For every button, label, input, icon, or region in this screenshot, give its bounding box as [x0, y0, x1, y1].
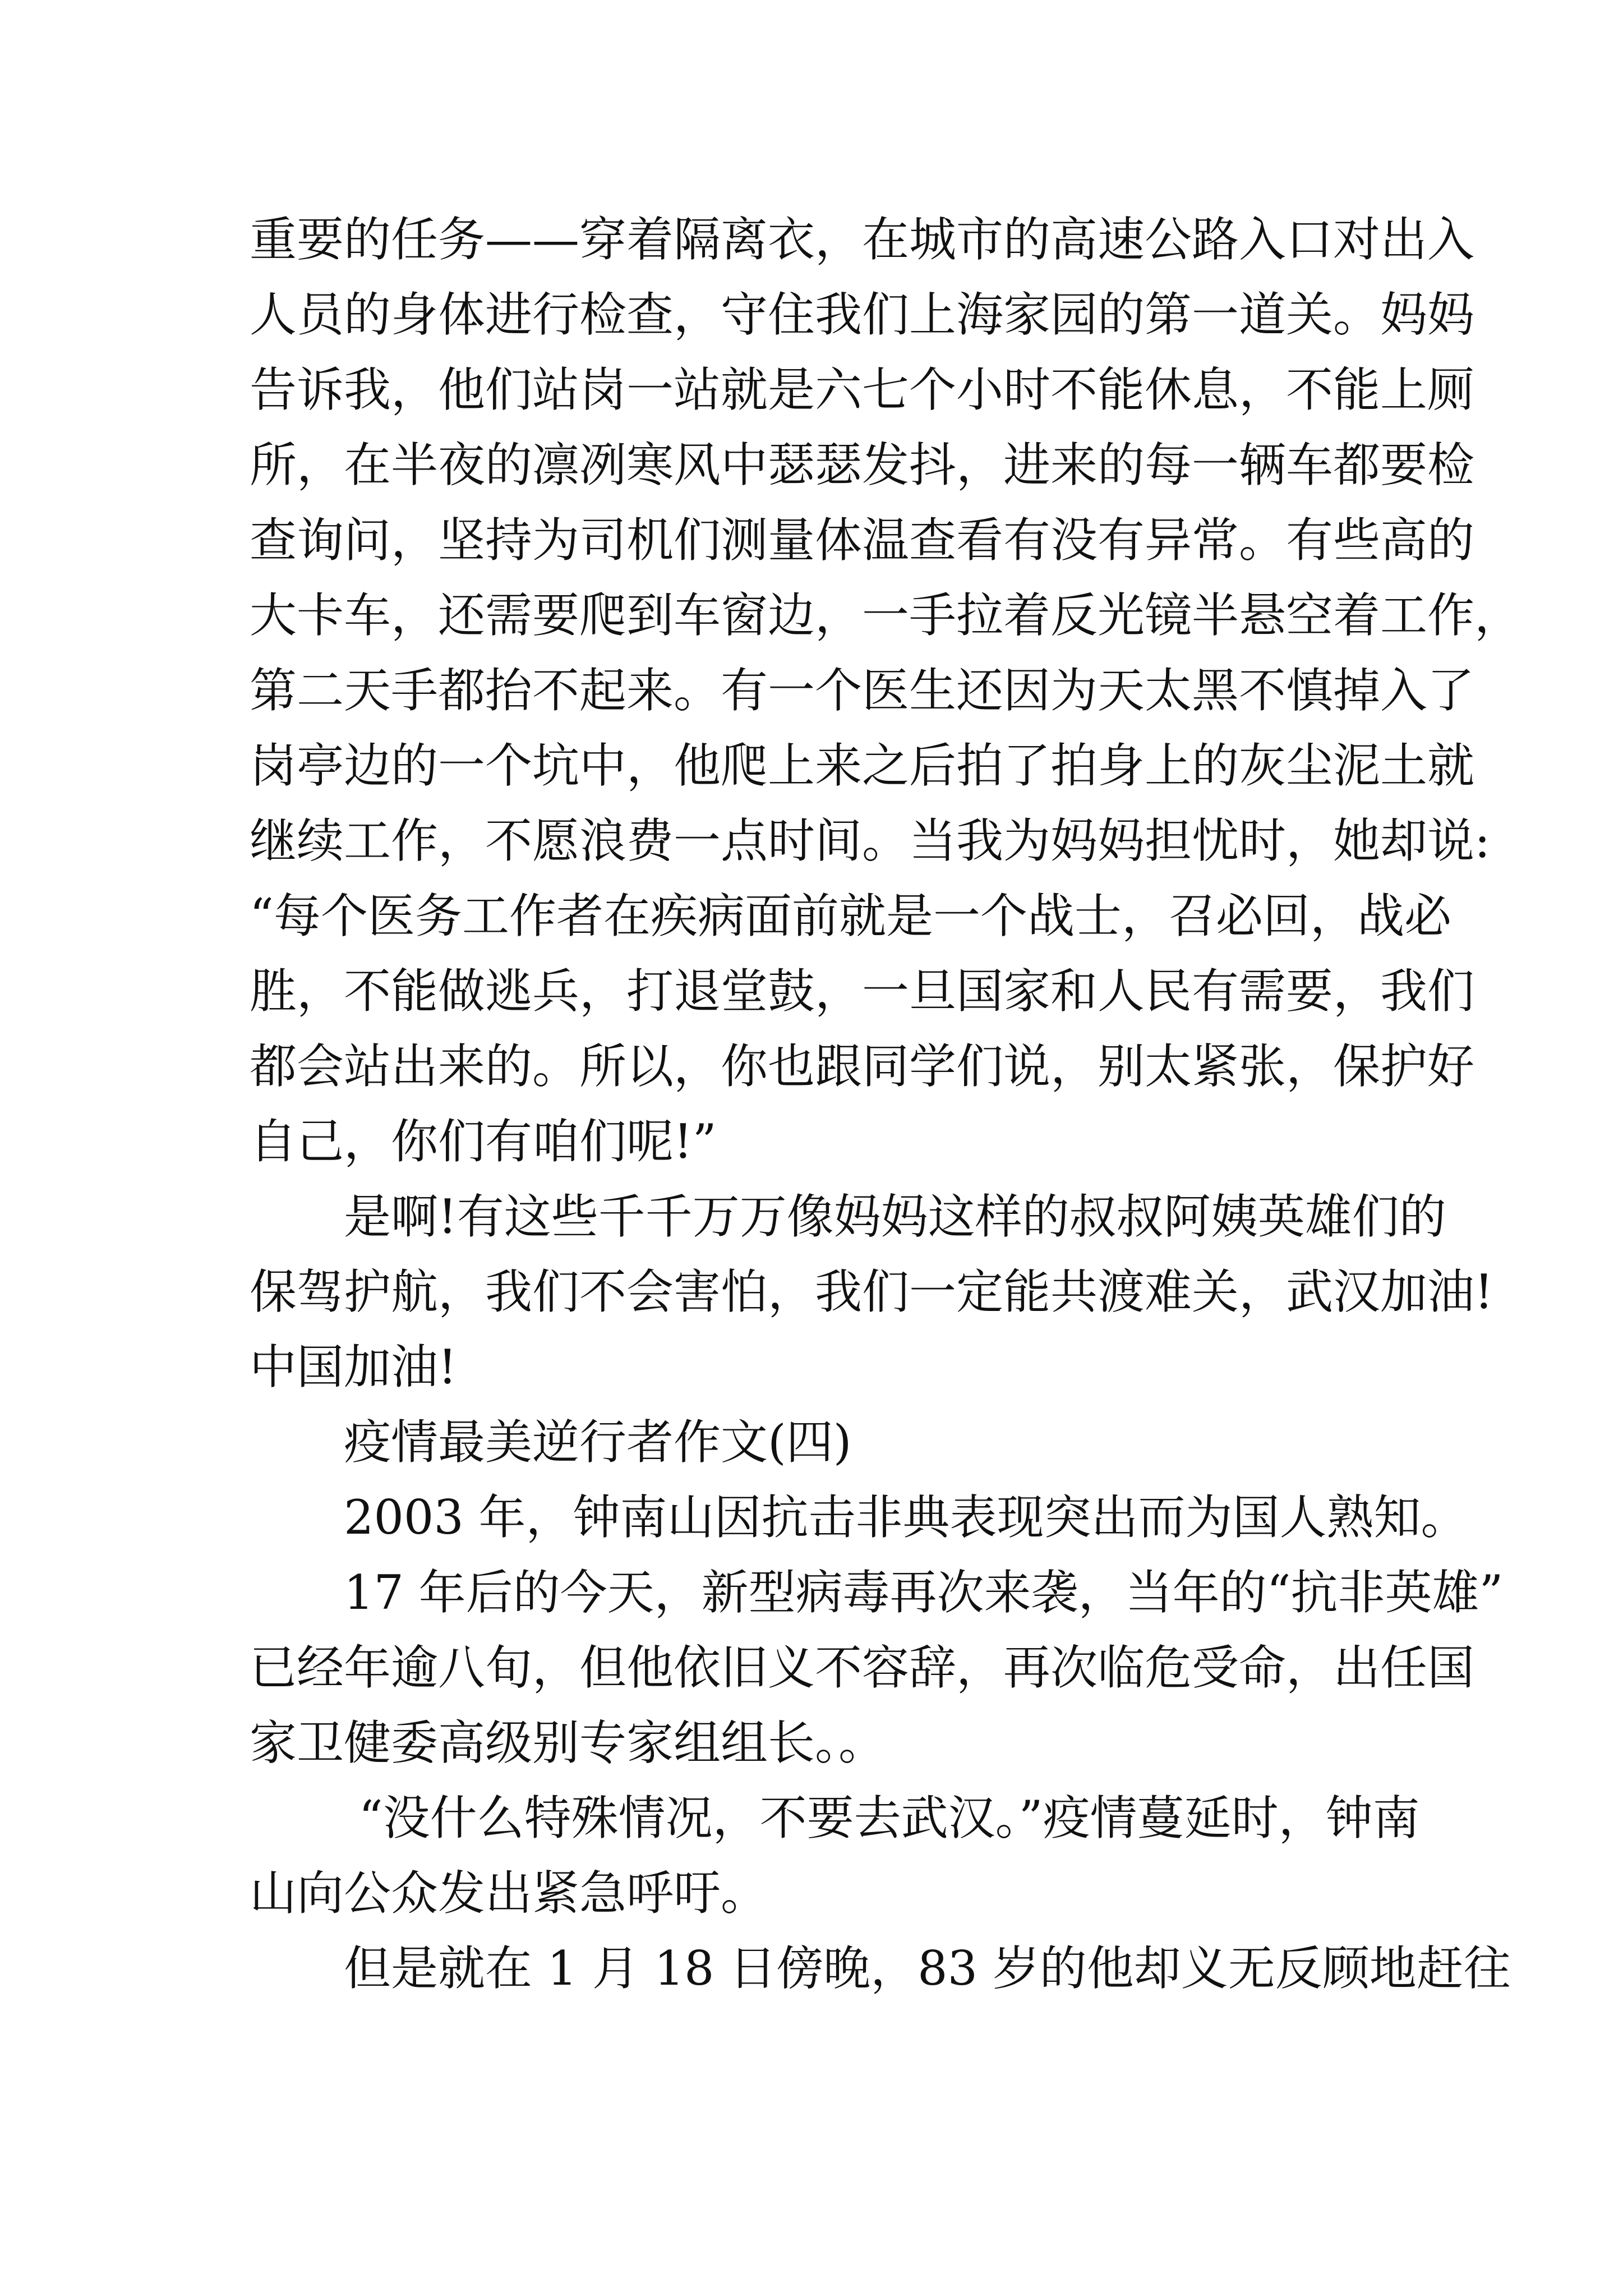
- text-line: 查询问，坚持为司机们测量体温查看有没有异常。有些高的: [250, 513, 1475, 568]
- text-line: 重要的任务——穿着隔离衣，在城市的高速公路入口对出入: [250, 212, 1475, 267]
- text-line: 第二天手都抬不起来。有一个医生还因为天太黑不慎掉入了: [250, 663, 1475, 718]
- text-line: 自己，你们有咱们呢!”: [250, 1114, 717, 1169]
- paragraph-first-line: 是啊!有这些千千万万像妈妈这样的叔叔阿姨英雄们的: [344, 1189, 1446, 1244]
- text-line: 中国加油!: [250, 1340, 457, 1395]
- text-line: 告诉我，他们站岗一站就是六七个小时不能休息，不能上厕: [250, 362, 1475, 417]
- paragraph-first-line: 但是就在 1 月 18 日傍晚，83 岁的他却义无反顾地赶往: [344, 1941, 1511, 1996]
- text-line: 继续工作，不愿浪费一点时间。当我为妈妈担忧时，她却说:: [250, 813, 1491, 868]
- text-line: 保驾护航，我们不会害怕，我们一定能共渡难关，武汉加油!: [250, 1264, 1493, 1319]
- paragraph-first-line: 2003 年，钟南山因抗击非典表现突出而为国人熟知。: [344, 1490, 1468, 1545]
- document-body: [250, 202, 1522, 2006]
- text-line: 人员的身体进行检查，守住我们上海家园的第一道关。妈妈: [250, 287, 1475, 342]
- text-line: 已经年逾八旬，但他依旧义不容辞，再次临危受命，出任国: [250, 1640, 1475, 1695]
- section-heading: 疫情最美逆行者作文(四): [344, 1415, 852, 1470]
- text-line: 所，在半夜的凛冽寒风中瑟瑟发抖，进来的每一辆车都要检: [250, 438, 1475, 493]
- text-line: 家卫健委高级别专家组组长。。: [250, 1715, 886, 1770]
- paragraph-first-line: “没什么特殊情况，不要去武汉。”疫情蔓延时，钟南: [344, 1791, 1420, 1846]
- text-line: 都会站出来的。所以，你也跟同学们说，别太紧张，保护好: [250, 1039, 1475, 1094]
- text-line: “每个医务工作者在疾病面前就是一个战士，召必回，战必: [250, 889, 1451, 944]
- text-line: 岗亭边的一个坑中，他爬上来之后拍了拍身上的灰尘泥土就: [250, 738, 1475, 793]
- text-line: 大卡车，还需要爬到车窗边，一手拉着反光镜半悬空着工作，: [250, 588, 1522, 643]
- text-line: 山向公众发出紧急呼吁。: [250, 1866, 768, 1921]
- paragraph-first-line: 17 年后的今天，新型病毒再次来袭，当年的“抗非英雄”: [344, 1565, 1504, 1620]
- text-line: 胜，不能做逃兵，打退堂鼓，一旦国家和人民有需要，我们: [250, 964, 1475, 1019]
